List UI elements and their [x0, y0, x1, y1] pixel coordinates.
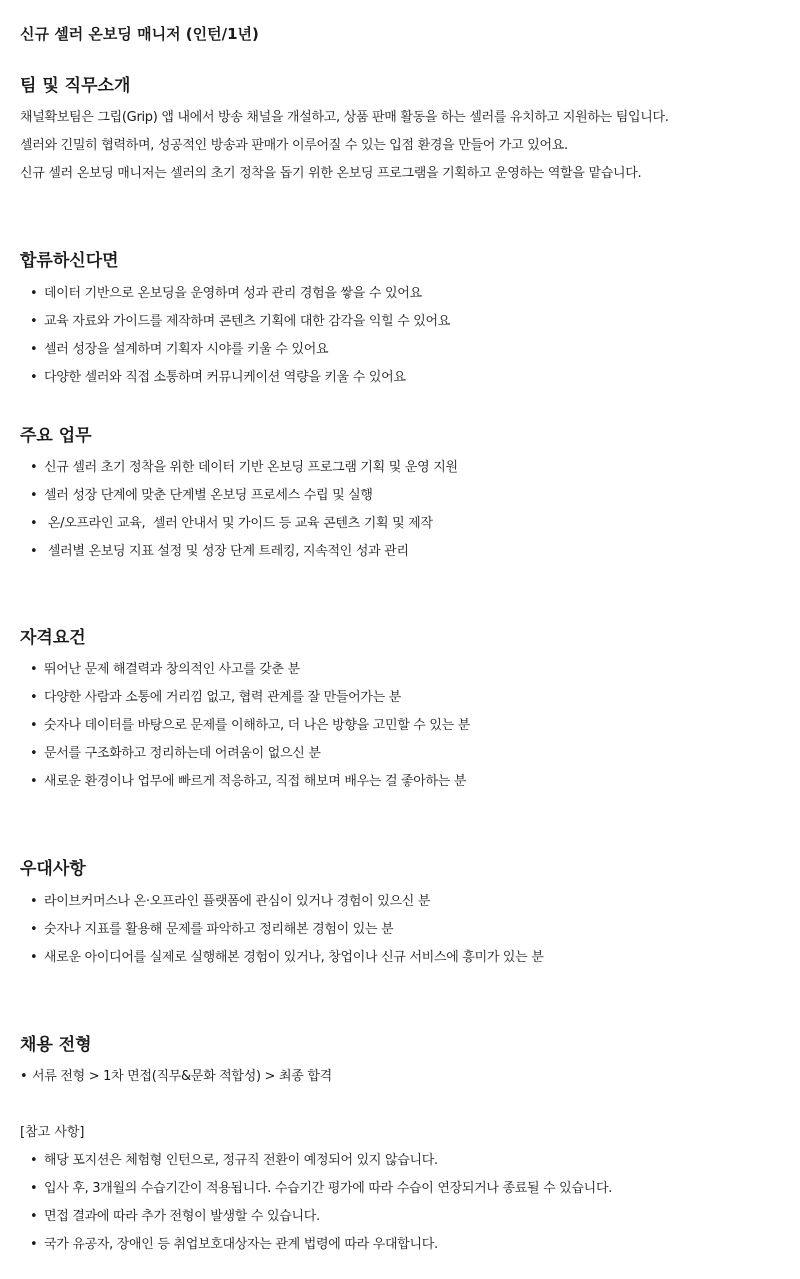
bullet-icon: •	[30, 690, 38, 705]
list-item	[30, 949, 544, 967]
list-item-text: 새로운 아이디어를 실제로 실행해본 경험이 있거나, 창업이나 신규 서비스에 흥미가 있는 분	[44, 950, 544, 965]
preferred-heading: 우대사항	[20, 859, 86, 879]
list-item-text: 라이브커머스나 온·오프라인 플랫폼에 관심이 있거나 경험이 있으신 분	[44, 894, 431, 909]
list-item-text: 다양한 사람과 소통에 거리낌 없고, 협력 관계를 잘 만들어가는 분	[44, 690, 402, 705]
list-item-text: 다양한 셀러와 직접 소통하며 커뮤니케이션 역량을 키울 수 있어요	[44, 370, 406, 385]
bullet-icon: •	[30, 1181, 38, 1196]
list-item	[30, 487, 373, 505]
list-item	[30, 341, 328, 359]
bullet-icon: •	[30, 488, 38, 503]
list-item	[30, 459, 458, 477]
bullet-icon: •	[30, 718, 38, 733]
bullet-icon: •	[30, 1153, 38, 1168]
intro-line: 셀러와 긴밀히 협력하며, 성공적인 방송과 판매가 이루어질 수 있는 입점 환경을 만들어 가고 있어요.	[20, 138, 568, 153]
list-item-text: 면접 결과에 따라 추가 전형이 발생할 수 있습니다.	[44, 1209, 320, 1224]
list-item-text: 교육 자료와 가이드를 제작하며 콘텐츠 기획에 대한 감각을 익힐 수 있어요	[44, 314, 451, 329]
bullet-icon: •	[30, 922, 38, 937]
list-item-text: 입사 후, 3개월의 수습기간이 적용됩니다. 수습기간 평가에 따라 수습이 연장되거나 종료될 수 있습니다.	[44, 1181, 613, 1196]
list-item-text: 해당 포지션은 체험형 인턴으로, 정규직 전환이 예정되어 있지 않습니다.	[44, 1153, 438, 1168]
list-item-text: 숫자나 데이터를 바탕으로 문제를 이해하고, 더 나은 방향을 고민할 수 있는 분	[44, 718, 470, 733]
bullet-icon: •	[30, 746, 38, 761]
list-item-text: 국가 유공자, 장애인 등 취업보호대상자는 관계 법령에 따라 우대합니다.	[44, 1237, 438, 1252]
list-item	[30, 1236, 438, 1254]
duties-heading: 주요 업무	[20, 426, 92, 446]
list-item	[30, 313, 450, 331]
bullet-icon: •	[30, 662, 38, 677]
list-item-text: 새로운 환경이나 업무에 빠르게 적응하고, 직접 해보며 배우는 걸 좋아하는 분	[44, 774, 467, 789]
list-item	[30, 1152, 438, 1170]
intro-line: 신규 셀러 온보딩 매니저는 셀러의 초기 정착을 돕기 위한 온보딩 프로그램을 기획하고 운영하는 역할을 맡습니다.	[20, 166, 642, 181]
bullet-icon: •	[30, 286, 38, 301]
list-item	[30, 921, 393, 939]
process-heading: 채용 전형	[20, 1035, 92, 1055]
list-item	[30, 369, 406, 387]
list-item-text: 데이터 기반으로 온보딩을 운영하며 성과 관리 경험을 쌓을 수 있어요	[44, 286, 422, 301]
list-item-text: 셀러 성장을 설계하며 기획자 시야를 키울 수 있어요	[44, 342, 329, 357]
bullet-icon: •	[30, 950, 38, 965]
list-item	[30, 1208, 320, 1226]
list-item	[30, 893, 430, 911]
bullet-icon: •	[30, 894, 38, 909]
bullet-icon: •	[30, 774, 38, 789]
list-item	[30, 515, 433, 533]
bullet-icon: •	[30, 314, 38, 329]
list-item	[30, 1180, 612, 1198]
bullet-icon: •	[30, 370, 38, 385]
bullet-icon: •	[30, 544, 38, 559]
list-item	[30, 543, 409, 561]
list-item-text: 셀러별 온보딩 지표 설정 및 성장 단계 트레킹, 지속적인 성과 관리	[44, 544, 409, 559]
list-item-text: 문서를 구조화하고 정리하는데 어려움이 없으신 분	[44, 746, 321, 761]
list-item	[30, 689, 401, 707]
list-item	[30, 661, 300, 679]
list-item-text: 숫자나 지표를 활용해 문제를 파악하고 정리해본 경험이 있는 분	[44, 922, 394, 937]
bullet-icon: •	[30, 1209, 38, 1224]
list-item-text: 온/오프라인 교육, 셀러 안내서 및 가이드 등 교육 콘텐츠 기획 및 제작	[44, 516, 433, 531]
list-item-text: 신규 셀러 초기 정착을 위한 데이터 기반 온보딩 프로그램 기획 및 운영 지원	[44, 460, 458, 475]
bullet-icon: •	[20, 1069, 28, 1084]
bullet-icon: •	[30, 460, 38, 475]
intro-heading: 팀 및 직무소개	[20, 76, 131, 96]
list-item	[30, 745, 321, 763]
join-heading: 합류하신다면	[20, 251, 119, 271]
list-item	[30, 717, 470, 735]
process-flow	[20, 1068, 332, 1086]
qualifications-heading: 자격요건	[20, 628, 86, 648]
process-flow-text: 서류 전형 > 1차 면접(직무&문화 적합성) > 최종 합격	[32, 1069, 332, 1084]
list-item-text: 셀러 성장 단계에 맞춘 단계별 온보딩 프로세스 수립 및 실행	[44, 488, 373, 503]
page-title: 신규 셀러 온보딩 매니저 (인턴/1년)	[20, 25, 259, 43]
list-item	[30, 773, 466, 791]
bullet-icon: •	[30, 1237, 38, 1252]
list-item	[30, 285, 422, 303]
bullet-icon: •	[30, 516, 38, 531]
notes-heading: [참고 사항]	[20, 1125, 85, 1140]
list-item-text: 뛰어난 문제 해결력과 창의적인 사고를 갖춘 분	[44, 662, 300, 677]
bullet-icon: •	[30, 342, 38, 357]
intro-line: 채널확보팀은 그립(Grip) 앱 내에서 방송 채널을 개설하고, 상품 판매 활동을 하는 셀러를 유치하고 지원하는 팀입니다.	[20, 110, 669, 125]
